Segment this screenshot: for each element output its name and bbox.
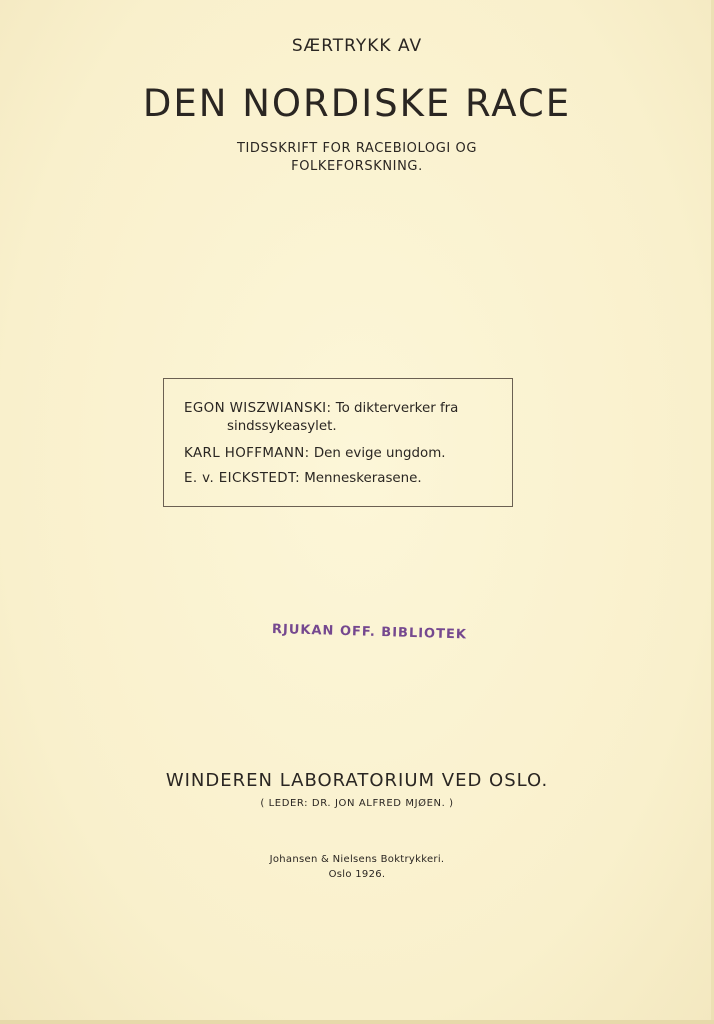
printer-place-year: Oslo 1926. bbox=[328, 869, 386, 880]
contents-entry bbox=[184, 471, 422, 486]
subtitle-line-2: FOLKEFORSKNING. bbox=[291, 159, 423, 174]
institution-name: WINDEREN LABORATORIUM VED OSLO. bbox=[165, 770, 549, 791]
library-stamp: RJUKAN OFF. BIBLIOTEK bbox=[271, 622, 468, 643]
entry-title: To dikterverker fra bbox=[335, 401, 459, 416]
journal-subtitle bbox=[0, 140, 714, 176]
contents-entry bbox=[184, 446, 446, 461]
subtitle-line-1: TIDSSKRIFT FOR RACEBIOLOGI OG bbox=[236, 141, 478, 156]
contents-entry bbox=[184, 401, 458, 416]
reprint-label: SÆRTRYKK AV bbox=[291, 36, 423, 56]
contents-box bbox=[163, 378, 513, 507]
printer-imprint bbox=[0, 852, 714, 882]
entry-author: E. v. EICKSTEDT: bbox=[184, 471, 300, 486]
page-bottom-edge bbox=[0, 1020, 714, 1024]
entry-title: Menneskerasene. bbox=[304, 471, 422, 486]
entry-author: KARL HOFFMANN: bbox=[184, 446, 310, 461]
institution-leader: ( LEDER: DR. JON ALFRED MJØEN. ) bbox=[260, 798, 454, 809]
printer-name: Johansen & Nielsens Boktrykkeri. bbox=[269, 854, 445, 865]
contents-entry-continuation: sindssykeasylet. bbox=[227, 419, 337, 434]
entry-title: Den evige ungdom. bbox=[313, 446, 446, 461]
entry-author: EGON WISZWIANSKI: bbox=[184, 401, 332, 416]
journal-title: DEN NORDISKE RACE bbox=[142, 82, 572, 125]
